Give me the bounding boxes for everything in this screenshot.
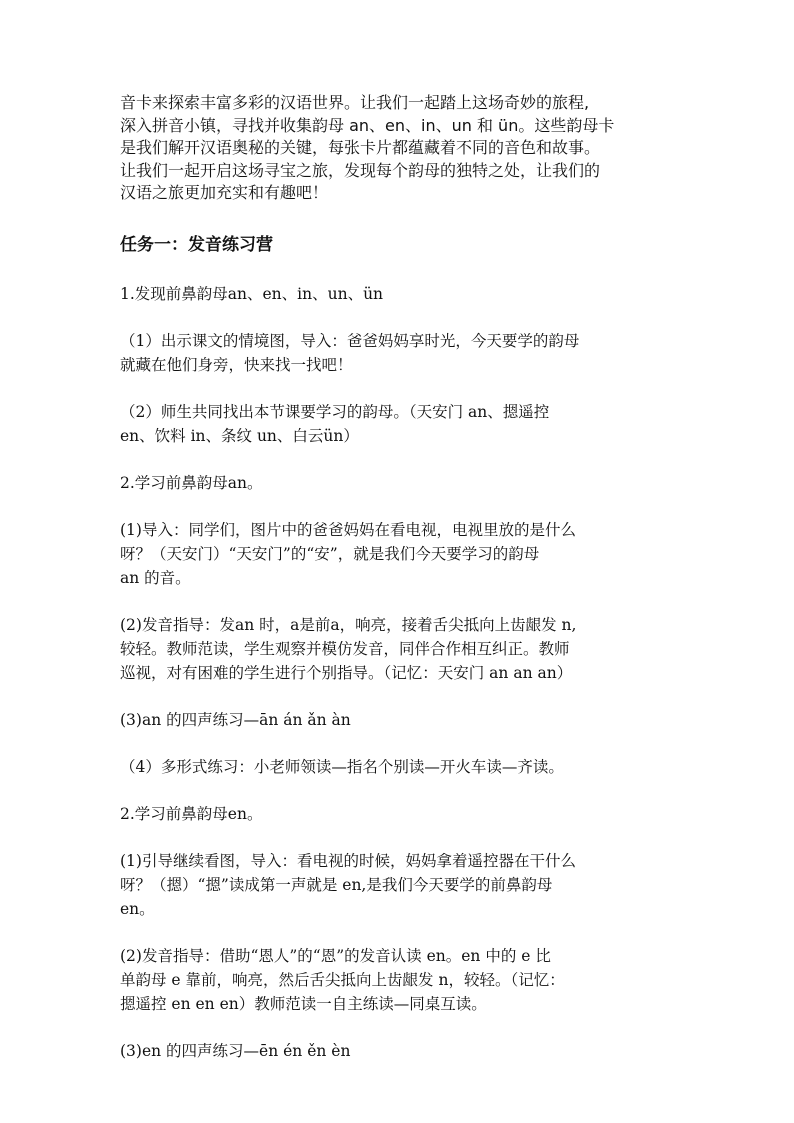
text-line: 是我们解开汉语奥秘的关键，每张卡片都蕴藏着不同的音色和故事。	[120, 138, 601, 157]
text-line: 1.发现前鼻韵母an、en、in、un、ün	[120, 284, 384, 303]
paragraph-en-pronunciation	[120, 944, 680, 1016]
text-line: 呀？（摁）“摁”读成第一声就是 en,是我们今天要学的前鼻韵母	[120, 875, 553, 894]
text-line: 就藏在他们身旁，快来找一找吧！	[120, 355, 353, 374]
text-line: (1)引导继续看图，导入：看电视的时候，妈妈拿着遥控器在干什么	[120, 851, 576, 870]
section-heading: 任务一：发音练习营	[120, 234, 273, 255]
text-line: 音卡来探索丰富多彩的汉语世界。让我们一起踏上这场奇妙的旅程,	[120, 93, 590, 112]
paragraph-en-intro	[120, 849, 680, 921]
text-line: (2)发音指导：发an 时，a是前a，响亮，接着舌尖抵向上齿龈发 n,	[120, 615, 577, 634]
text-line: 摁遥控 en en en）教师范读一自主练读—同桌互读。	[120, 994, 487, 1013]
intro-paragraph	[120, 92, 680, 205]
document-page	[120, 92, 680, 1063]
text-line: 呀？（天安门）“天安门”的“安”，就是我们今天要学习的韵母	[120, 544, 540, 563]
paragraph-discover-finals	[120, 282, 680, 306]
text-line: 较轻。教师范读，学生观察并模仿发音，同伴合作相互纠正。教师	[120, 639, 570, 658]
paragraph-an-tones	[120, 708, 680, 732]
paragraph-an-pronunciation	[120, 613, 680, 685]
text-line: 巡视，对有困难的学生进行个别指导。（记忆：天安门 an an an）	[120, 663, 573, 682]
text-line: （2）师生共同找出本节课要学习的韵母。（天安门 an、摁遥控	[120, 402, 550, 421]
text-line: 2.学习前鼻韵母en。	[120, 804, 263, 823]
paragraph-step-2	[120, 400, 680, 448]
text-line: （1）出示课文的情境图，导入：爸爸妈妈享时光，今天要学的韵母	[120, 331, 580, 350]
text-line: （4）多形式练习：小老师领读—指名个别读—开火车读—齐读。	[120, 757, 564, 776]
text-line: 让我们一起开启这场寻宝之旅，发现每个韵母的独特之处，让我们的	[120, 160, 601, 180]
text-line: 汉语之旅更加充实和有趣吧！	[120, 183, 329, 202]
paragraph-learn-en	[120, 802, 680, 826]
text-line: (2)发音指导：借助“恩人”的“恩”的发音认读 en。en 中的 e 比	[120, 946, 551, 965]
text-line: 单韵母 e 靠前，响亮，然后舌尖抵向上齿龈发 n，较轻。（记忆：	[120, 970, 565, 989]
paragraph-learn-an	[120, 471, 680, 495]
paragraph-en-tones	[120, 1039, 680, 1063]
paragraph-an-practice	[120, 755, 680, 779]
paragraph-an-intro	[120, 518, 680, 590]
text-line: 深入拼音小镇，寻找并收集韵母 an、en、in、un 和 ün。这些韵母卡	[120, 115, 615, 135]
text-line: 2.学习前鼻韵母an。	[120, 473, 263, 492]
text-line: (1)导入：同学们，图片中的爸爸妈妈在看电视，电视里放的是什么	[120, 520, 576, 539]
text-line: (3)an 的四声练习—ān án ǎn àn	[120, 710, 351, 729]
text-line: en、饮料 in、条纹 un、白云ün）	[120, 426, 359, 445]
text-line: an 的音。	[120, 568, 191, 587]
text-line: en。	[120, 899, 155, 918]
paragraph-step-1	[120, 329, 680, 377]
text-line: (3)en 的四声练习—ēn én ěn èn	[120, 1041, 351, 1060]
